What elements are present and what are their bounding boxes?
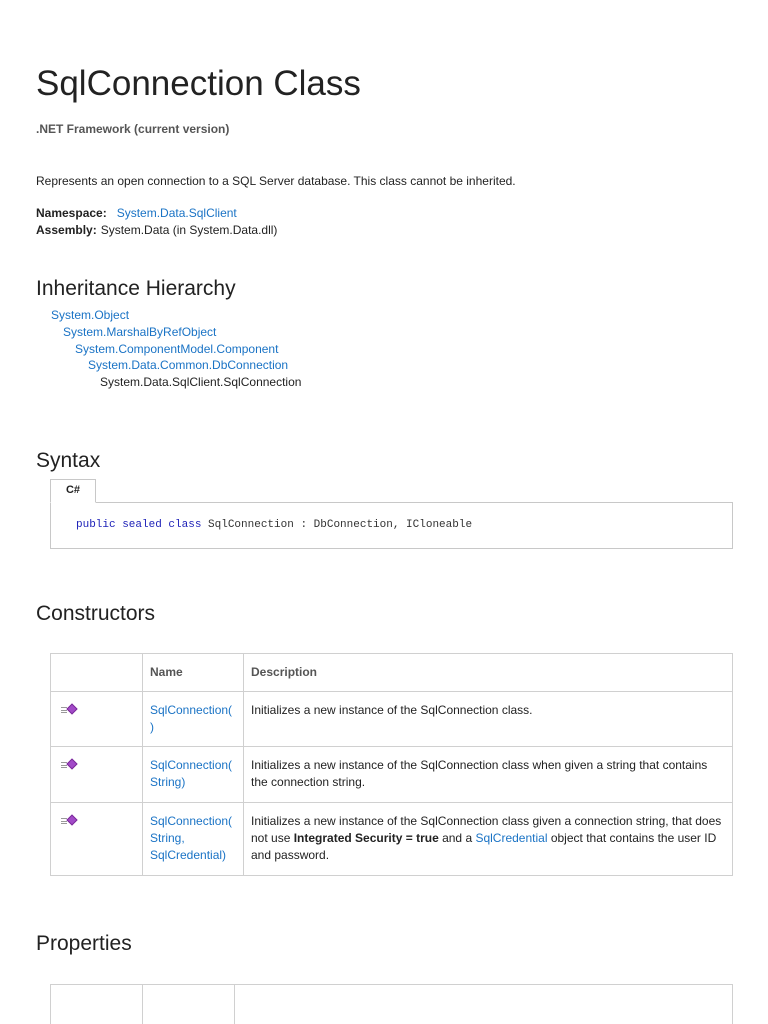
- constructor-description: [244, 803, 733, 876]
- table-row: [51, 803, 733, 876]
- constructors-table: [50, 653, 733, 876]
- properties-table: [50, 984, 733, 1024]
- code-block: [50, 502, 733, 549]
- description-text: object that contains the user ID and password.: [251, 831, 717, 862]
- name-part: String): [150, 775, 186, 789]
- assembly-label: Assembly:: [36, 223, 97, 237]
- hierarchy-item-current: System.Data.SqlClient.SqlConnection: [100, 375, 302, 389]
- name-part: ): [150, 720, 154, 734]
- table-row: [51, 747, 733, 803]
- name-part: SqlCredential): [150, 848, 227, 862]
- namespace-line: [36, 206, 237, 220]
- name-part: String,: [150, 831, 185, 845]
- hierarchy-item-component[interactable]: System.ComponentModel.Component: [75, 342, 279, 356]
- assembly-value: System.Data (in System.Data.dll): [100, 223, 278, 237]
- constructors-heading: Constructors: [36, 602, 156, 625]
- assembly-line: [36, 223, 277, 237]
- namespace-label: Namespace:: [36, 206, 107, 220]
- constructor-link-default[interactable]: [150, 703, 232, 734]
- page-title: SqlConnection Class: [36, 64, 361, 103]
- column-header-description: Description: [244, 654, 733, 692]
- namespace-link[interactable]: System.Data.SqlClient: [116, 206, 237, 220]
- table-row: [51, 692, 733, 747]
- hierarchy-item-dbconnection[interactable]: System.Data.Common.DbConnection: [88, 358, 289, 372]
- framework-version: .NET Framework (current version): [36, 122, 230, 136]
- tab-csharp[interactable]: C#: [50, 479, 96, 503]
- name-part: SqlConnection(: [150, 814, 233, 828]
- sqlcredential-link[interactable]: SqlCredential: [475, 831, 548, 845]
- constructor-link-string[interactable]: [150, 758, 232, 789]
- public-method-icon: [61, 759, 77, 771]
- code-line: [76, 519, 472, 531]
- code-keywords: public sealed class: [76, 519, 202, 531]
- class-summary: Represents an open connection to a SQL Server database. This class cannot be inherited.: [36, 174, 516, 188]
- column-header-icon: [51, 654, 143, 692]
- description-text: and a: [438, 831, 476, 845]
- description-bold: Integrated Security = true: [293, 831, 439, 845]
- name-part: SqlConnection(: [150, 758, 233, 772]
- code-declaration: SqlConnection : DbConnection, ICloneable: [201, 519, 473, 531]
- public-method-icon: [61, 704, 77, 716]
- syntax-heading: Syntax: [36, 449, 101, 472]
- constructor-link-string-credential[interactable]: [150, 814, 232, 862]
- name-part: SqlConnection(: [150, 703, 233, 717]
- hierarchy-item-marshalbyrefobject[interactable]: System.MarshalByRefObject: [63, 325, 217, 339]
- table-header-row: [51, 654, 733, 692]
- column-header-name: Name: [143, 654, 244, 692]
- properties-heading: Properties: [36, 932, 132, 955]
- hierarchy-item-object[interactable]: System.Object: [51, 308, 130, 322]
- constructor-description: Initializes a new instance of the SqlConnection class.: [244, 692, 733, 747]
- constructor-description: Initializes a new instance of the SqlConnection class when given a string that contains the connection string.: [244, 747, 733, 803]
- description-text: Initializes a new instance of the SqlConnection class given a connection string, that does not use: [251, 814, 722, 845]
- public-method-icon: [61, 815, 77, 827]
- inheritance-heading: Inheritance Hierarchy: [36, 277, 236, 300]
